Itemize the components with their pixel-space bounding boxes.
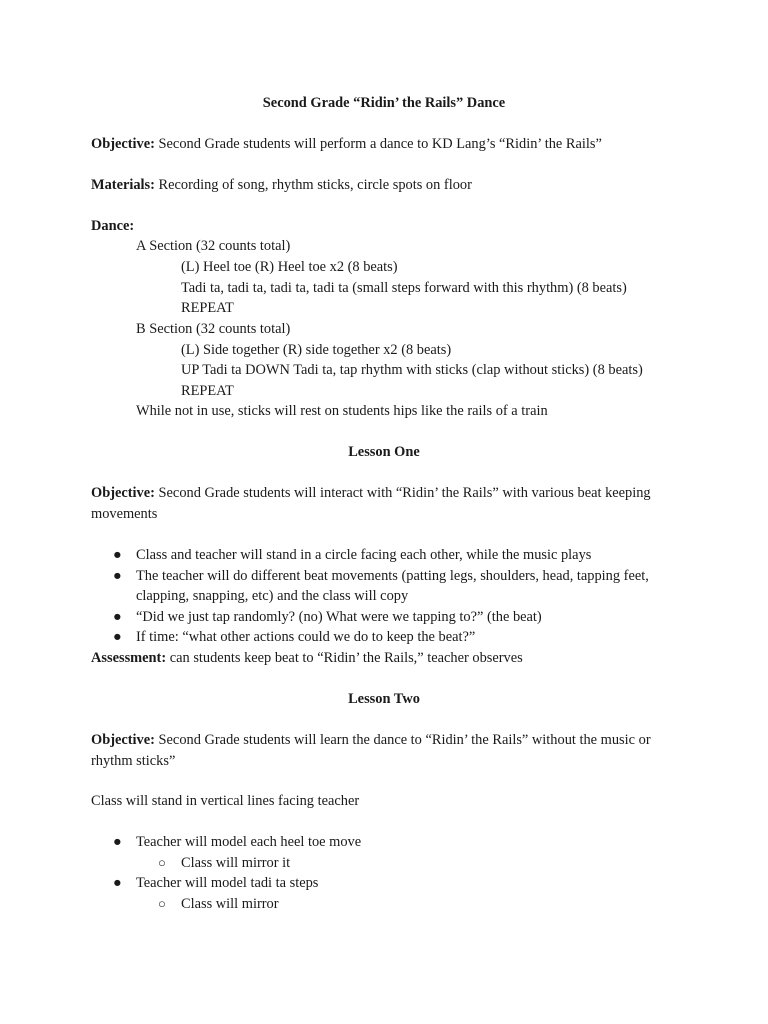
- list-item: “Did we just tap randomly? (no) What were we tapping to?” (the beat): [136, 609, 542, 625]
- b-section-line: UP Tadi ta DOWN Tadi ta, tap rhythm with sticks (clap without sticks) (8 beats): [181, 362, 643, 378]
- list-item-cont: clapping, snapping, etc) and the class will copy: [136, 588, 409, 604]
- lesson-two-setup: Class will stand in vertical lines facing teacher: [91, 793, 360, 809]
- lesson-one-objective-label: Objective:: [91, 485, 155, 501]
- objective-line: [91, 134, 602, 155]
- materials-text: Recording of song, rhythm sticks, circle spots on floor: [154, 177, 472, 193]
- b-section-line: REPEAT: [181, 383, 234, 399]
- dance-note: While not in use, sticks will rest on students hips like the rails of a train: [136, 403, 548, 419]
- lesson-one-heading: Lesson One: [348, 444, 420, 460]
- list-item: Class and teacher will stand in a circle facing each other, while the music plays: [136, 547, 592, 563]
- list-item: If time: “what other actions could we do to keep the beat?”: [136, 629, 476, 645]
- lesson-one-objective: [91, 483, 651, 504]
- lesson-two-objective-label: Objective:: [91, 732, 155, 748]
- bullet-icon: ●: [113, 547, 122, 563]
- lesson-one-objective-cont: movements: [91, 506, 158, 522]
- list-item: The teacher will do different beat movements (patting legs, shoulders, head, tapping feet,: [136, 568, 649, 584]
- materials-line: [91, 175, 472, 196]
- assessment-line: [91, 648, 523, 669]
- bullet-icon: ●: [113, 834, 122, 850]
- sub-list-item: Class will mirror: [181, 896, 279, 912]
- sub-bullet-icon: ○: [158, 896, 166, 911]
- bullet-icon: ●: [113, 609, 122, 625]
- assessment-text: can students keep beat to “Ridin’ the Rails,” teacher observes: [166, 650, 523, 666]
- assessment-label: Assessment:: [91, 650, 167, 666]
- a-section-line: Tadi ta, tadi ta, tadi ta, tadi ta (small steps forward with this rhythm) (8 beats): [181, 280, 627, 296]
- objective-text: Second Grade students will perform a dance to KD Lang’s “Ridin’ the Rails”: [154, 136, 602, 152]
- bullet-icon: ●: [113, 629, 122, 645]
- bullet-icon: ●: [113, 568, 122, 584]
- materials-label: Materials:: [91, 177, 155, 193]
- list-item: Teacher will model each heel toe move: [136, 834, 362, 850]
- a-section-line: REPEAT: [181, 300, 234, 316]
- sub-bullet-icon: ○: [158, 855, 166, 870]
- sub-list-item: Class will mirror it: [181, 855, 291, 871]
- document-title: Second Grade “Ridin’ the Rails” Dance: [262, 95, 506, 111]
- list-item: Teacher will model tadi ta steps: [136, 875, 319, 891]
- lesson-one-objective-text: Second Grade students will interact with “Ridin’ the Rails” with various beat keeping: [154, 485, 651, 501]
- lesson-two-objective-text: Second Grade students will learn the dance to “Ridin’ the Rails” without the music or: [154, 732, 651, 748]
- lesson-two-objective-cont: rhythm sticks”: [91, 753, 176, 769]
- a-section-heading: A Section (32 counts total): [136, 238, 291, 254]
- dance-label: Dance:: [91, 218, 135, 234]
- lesson-two-heading: Lesson Two: [348, 691, 420, 707]
- objective-label: Objective:: [91, 136, 155, 152]
- b-section-heading: B Section (32 counts total): [136, 321, 291, 337]
- a-section-line: (L) Heel toe (R) Heel toe x2 (8 beats): [181, 259, 398, 275]
- bullet-icon: ●: [113, 875, 122, 891]
- b-section-line: (L) Side together (R) side together x2 (8 beats): [181, 342, 452, 358]
- lesson-two-objective: [91, 730, 651, 751]
